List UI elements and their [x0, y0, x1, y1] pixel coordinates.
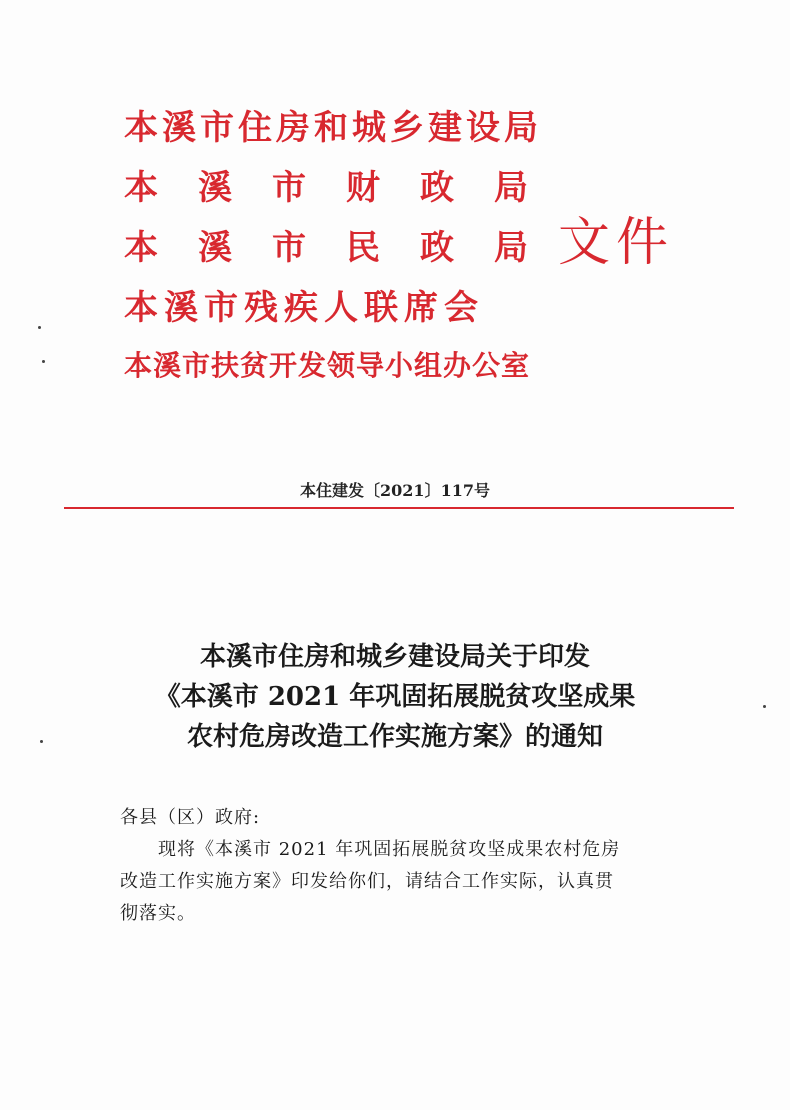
body-line-2: 改造工作实施方案》印发给你们，请结合工作实际，认真贯: [120, 871, 614, 892]
agency-housing: 本溪市住房和城乡建设局: [124, 108, 542, 148]
body-line-3: 彻落实。: [120, 903, 196, 924]
title-line-1: 本溪市住房和城乡建设局关于印发: [199, 642, 590, 672]
agency-poverty-office: 本溪市扶贫开发领导小组办公室: [124, 349, 531, 382]
agency-disabled-federation: 本溪市残疾人联席会: [124, 288, 484, 328]
agency-civil-affairs: 本溪市民政局: [124, 228, 568, 268]
scan-speck: [40, 740, 43, 743]
scan-speck: [38, 326, 41, 329]
document-number: 本住建发〔2021〕117号: [300, 481, 490, 500]
scan-speck: [763, 705, 766, 708]
title-line-2: 《本溪市 2021 年巩固拓展脱贫攻坚成果: [154, 682, 636, 712]
body-line-1: 现将《本溪市 2021 年巩固拓展脱贫攻坚成果农村危房: [158, 839, 621, 860]
header-divider: [64, 507, 734, 509]
agency-finance: 本溪市财政局: [124, 168, 568, 208]
title-line-3: 农村危房改造工作实施方案》的通知: [186, 722, 603, 752]
salutation: 各县（区）政府:: [120, 807, 261, 828]
scan-speck: [42, 360, 45, 363]
doc-type-label: 文件: [558, 213, 675, 273]
